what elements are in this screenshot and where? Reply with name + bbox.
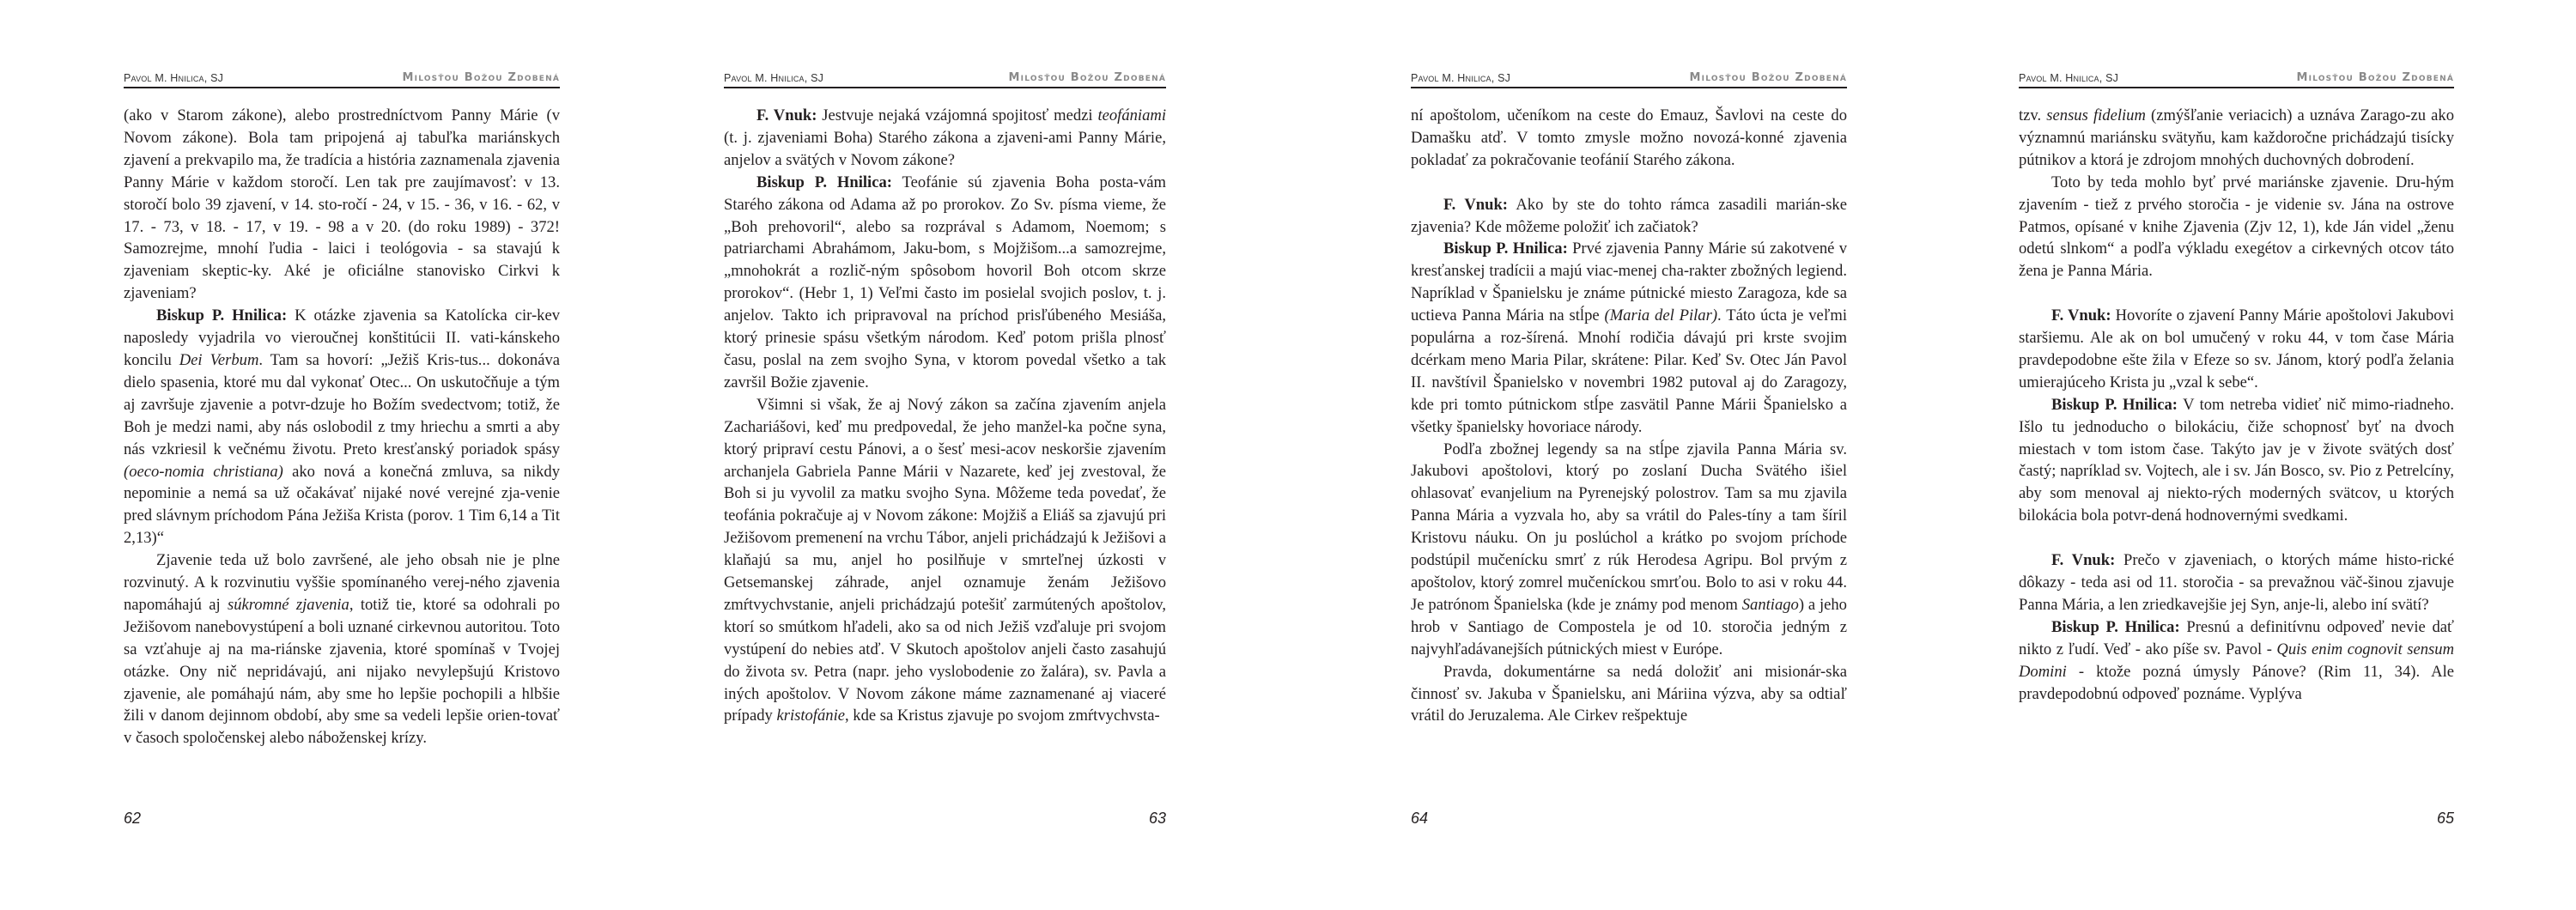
text-run: Jestvuje nejaká vzájomná spojitosť medzi bbox=[817, 106, 1098, 124]
running-head-author: Pavol M. Hnilica, SJ bbox=[724, 72, 824, 84]
speaker-label: F. Vnuk: bbox=[1443, 195, 1508, 214]
italic-text: Quis enim cognovit sensum Domini bbox=[2019, 640, 2454, 681]
text-run: Hovoríte o zjavení Panny Márie apoštolovi Jakubovi staršiemu. Ale ak on bol umučený v roku 44, v tom čase Mária pravdepodobne ešte žila v Efeze so sv. Jánom, ktorý podľa želania umierajúceho Krista ju „vzal k sebe“. bbox=[2019, 306, 2454, 391]
paragraph bbox=[1411, 238, 1847, 438]
text-run: ní apoštolom, učeníkom na ceste do Emauz, Šavlovi na ceste do Damašku atď. V tomto zmysle možno novozá-konné zjavenia pokladať za pokračovanie teofánií Starého zákona. bbox=[1411, 106, 1847, 169]
paragraph bbox=[2019, 616, 2454, 706]
text-run: , kde sa Kristus zjavuje po svojom zmŕtvychvsta- bbox=[845, 707, 1160, 725]
paragraph bbox=[1411, 194, 1847, 239]
paragraph bbox=[1411, 661, 1847, 728]
speaker-label: F. Vnuk: bbox=[2051, 551, 2116, 570]
paragraph bbox=[724, 105, 1166, 172]
italic-text: Dei Verbum bbox=[179, 350, 259, 369]
page-65 bbox=[2019, 0, 2454, 910]
speaker-label: Biskup P. Hnilica: bbox=[756, 173, 892, 191]
page-number: 64 bbox=[1411, 810, 1429, 827]
text-run: Ako by ste do tohto rámca zasadili marián-ske zjavenia? Kde môžeme položiť ich začiatok? bbox=[1411, 195, 1847, 236]
italic-text: teofániami bbox=[1097, 106, 1166, 124]
text-run: Prvé zjavenia Panny Márie sú zakotvené v kresťanskej tradícii a majú viac-menej cha-rakter zbožných legiend. Napríklad v Španielsku je známe pútnické miesto Zaragoza, kde sa uctieva Panna Mária na stĺpe bbox=[1411, 240, 1847, 325]
running-head bbox=[2019, 67, 2454, 88]
text-run: Všimni si však, že aj Nový zákon sa začína zjavením anjela Zachariášovi, keď mu predpovedal, že jeho manžel-ka počne syna, ktorý pripraví cestu Pánovi, a o šesť mesi-acov neskoršie zjavením archanjela Gabriela Panne Márii v Nazarete, keď jej zvestoval, že Boh si ju vyvolil za matku svojho Syna. Môžeme teda povedať, že teofánia pokračuje aj v Novom zákone: Mojžiš a Eliáš sa zjavujú pri Ježišovom premenení na vrchu Tábor, anjeli prichádzajú k Ježišovi a klaňajú sa mu, anjel ho posilňuje v smrteľnej úzkosti v Getsemanskej záhrade, anjel oznamuje ženám Ježišovo zmŕtvychvstanie, anjeli prichádzajú potešiť zarmútených apoštolov, ktorí so smútkom hľadeli, ako sa od nich Ježiš vzďaluje pri svojom vystúpení do nebies atď. V Skutoch apoštolov anjeli často zasahujú do života sv. Petra (napr. jeho vyslobodenie zo žalára), sv. Pavla a iných apoštolov. V Novom zákone máme zaznamenané aj viaceré prípady bbox=[724, 395, 1166, 725]
page-number: 62 bbox=[124, 810, 142, 827]
text-run: (zmýšľanie veriacich) a uznáva Zarago-zu ako významnú mariánsku svätyňu, kam každoročne prichádzajú tisícky pútnikov a ktorá je zdrojom mnohých duchovných dobrodení. bbox=[2019, 106, 2454, 169]
running-head-author: Pavol M. Hnilica, SJ bbox=[2019, 72, 2119, 84]
speaker-label: Biskup P. Hnilica: bbox=[1443, 240, 1568, 258]
speaker-label: F. Vnuk: bbox=[756, 106, 817, 124]
page-body-text bbox=[2019, 105, 2454, 705]
paragraph bbox=[124, 305, 560, 549]
page-body-text bbox=[1411, 105, 1847, 727]
text-run: K otázke zjavenia sa Katolícka cir-kev naposledy vyjadrila vo vieroučnej konštitúcii II. vati-kánskeho koncilu bbox=[124, 306, 561, 369]
running-head-author: Pavol M. Hnilica, SJ bbox=[1411, 72, 1511, 84]
text-run: . Tam sa hovorí: „Ježiš Kris-tus... dokonáva dielo spasenia, ktoré mu dal vykonať Otec... On uskutočňuje a tým aj završuje zjavenie a potvr-dzuje ho Božím svedectvom; totiž, že Boh je medzi nami, aby nás oslobodil z tmy hriechu a smrti a aby nás vzkriesil k večnému životu. Preto kresťanský poriadok spásy bbox=[124, 350, 561, 458]
text-run: Presnú a definitívnu odpoveď nevie dať nikto z ľudí. Veď - ako píše sv. Pavol - bbox=[2019, 617, 2455, 658]
text-run: , totiž tie, ktoré sa odohrali po Ježišovom nanebovystúpení a boli uznané cirkevnou autoritou. Toto sa vzťahuje aj na ma-riánske zjavenia, ktoré spomínaš v Tvojej otázke. Ony nič nepridávajú, ani nijako nevylepšujú Kristovo zjavenie, ale pomáhajú nám, aby sme ho lepšie pochopili a hlbšie žili v danom dejinnom období, aby sme sa vedeli lepšie orien-tovať v časoch spoločenskej alebo náboženskej krízy. bbox=[124, 595, 561, 748]
page-62 bbox=[124, 0, 560, 910]
text-run: . Táto úcta je veľmi populárna a roz-šírená. Mnohí rodičia dávajú pri krste svojim dcérkam meno Maria Pilar, skrátene: Pilar. Keď Sv. Otec Ján Pavol II. navštívil Španielsko v novembri 1982 putoval aj do Zaragozy, kde pri tomto pútnickom stĺpe zasvätil Panne Márii Španielsko a všetky španielsky hovoriace národy. bbox=[1411, 306, 1847, 436]
text-run: tzv. bbox=[2019, 106, 2047, 124]
paragraph bbox=[124, 105, 560, 305]
running-head-book-title: Milosťou Božou Zdobená bbox=[1689, 71, 1847, 84]
running-head bbox=[124, 67, 560, 88]
page-64 bbox=[1411, 0, 1847, 910]
text-run: Toto by teda mohlo byť prvé mariánske zjavenie. Dru-hým zjavením - tiež z prvého storočia - je videnie sv. Jána na ostrove Patmos, opísané v knihe Zjavenia (Zjv 12, 1), kde Ján videl „ženu odetú slnkom“ a podľa výkladu exegétov a cirkevných otcov táto žena je Panna Mária. bbox=[2019, 173, 2454, 281]
running-head-author: Pavol M. Hnilica, SJ bbox=[124, 72, 224, 84]
text-run: (t. j. zjaveniami Boha) Starého zákona a zjaveni-ami Panny Márie, anjelov a svätých v Novom zákone? bbox=[724, 128, 1166, 169]
paragraph bbox=[2019, 549, 2454, 616]
text-run: ) a jeho hrob v Santiago de Compostela je od 10. storočia jedným z najvyhľadávanejších pútnických miest v Európe. bbox=[1411, 595, 1847, 658]
speaker-label: Biskup P. Hnilica: bbox=[2051, 617, 2180, 636]
text-run: - ktože pozná úmysly Pánove? (Rim 11, 34). Ale pravdepodobnú odpoveď poznáme. Vyplýva bbox=[2019, 662, 2454, 703]
paragraph bbox=[2019, 172, 2454, 283]
paragraph bbox=[124, 549, 560, 749]
page-63 bbox=[724, 0, 1166, 910]
paragraph bbox=[724, 172, 1166, 394]
speaker-label: Biskup P. Hnilica: bbox=[156, 306, 288, 325]
page-number: 65 bbox=[2436, 810, 2454, 827]
text-run: (ako v Starom zákone), alebo prostredníctvom Panny Márie (v Novom zákone). Bola tam pripojená aj tabuľka mariánskych zjavení a prekvapilo ma, že tradícia a história zaznamenala zjavenia Panny Márie v každom storočí. Len tak pre zaujímavosť: v 13. storočí bolo 39 zjavení, v 14. sto-ročí - 24, v 15. - 36, v 16. - 62, v 17. - 73, v 18. - 17, v 19. - 98 a v 20. (do roku 1989) - 372! Samozrejme, mnohí ľudia - laici i teológovia - sa stavajú k zjaveniam skeptic-ky. Aké je oficiálne stanovisko Cirkvi k zjaveniam? bbox=[124, 106, 560, 303]
page-body-text bbox=[124, 105, 560, 749]
speaker-label: F. Vnuk: bbox=[2051, 306, 2111, 325]
text-run: Pravda, dokumentárne sa nedá doložiť ani misionár-ska činnosť sv. Jakuba v Španielsku, ani Máriina výzva, aby sa odtiaľ vrátil do Jeruzalema. Ale Cirkev rešpektuje bbox=[1411, 662, 1847, 725]
paragraph bbox=[724, 394, 1166, 728]
running-head-book-title: Milosťou Božou Zdobená bbox=[402, 71, 560, 84]
paragraph bbox=[1411, 105, 1847, 172]
paragraph bbox=[2019, 305, 2454, 394]
italic-text: (Maria del Pilar) bbox=[1604, 306, 1718, 325]
page-body-text bbox=[724, 105, 1166, 727]
running-head bbox=[724, 67, 1166, 88]
text-run: V tom netreba vidieť nič mimo-riadneho. Išlo tu jednoducho o bilokáciu, čiže schopnosť byť na dvoch miestach v tom istom čase. Takýto jav je v živote svätých dosť častý; napríklad sv. Vojtech, ale i sv. Ján Bosco, sv. Pio z Petrelcíny, aby som menoval aj niekto-rých moderných svätcov, u ktorých bilokácia bola potvr-dená hodnovernými svedkami. bbox=[2019, 395, 2454, 525]
speaker-label: Biskup P. Hnilica: bbox=[2051, 395, 2178, 414]
italic-text: kristofánie bbox=[776, 707, 845, 725]
paragraph bbox=[1411, 439, 1847, 661]
page-number: 63 bbox=[1148, 810, 1166, 827]
text-run: Prečo v zjaveniach, o ktorých máme histo-rické dôkazy - teda asi od 11. storočia - sa prevažnou väč-šinou zjavuje Panna Mária, a len zriedkavejšie jej Syn, anje-li, alebo iní svätí? bbox=[2019, 551, 2454, 614]
paragraph bbox=[2019, 105, 2454, 172]
running-head-book-title: Milosťou Božou Zdobená bbox=[2296, 71, 2454, 84]
text-run: Zjavenie teda už bolo završené, ale jeho obsah nie je plne rozvinutý. A k rozvinutiu vyššie spomínaného verej-ného zjavenia napomáhajú aj bbox=[124, 551, 560, 614]
text-run: ako nová a konečná zmluva, sa nikdy nepominie a nemá sa už očakávať nijaké nové verejné zja-venie pred slávnym príchodom Pána Ježiša Krista (porov. 1 Tim 6,14 a Tit 2,13)“ bbox=[124, 462, 560, 548]
italic-text: súkromné zjavenia bbox=[227, 595, 349, 614]
running-head-book-title: Milosťou Božou Zdobená bbox=[1008, 71, 1166, 84]
running-head bbox=[1411, 67, 1847, 88]
text-run: Teofánie sú zjavenia Boha posta-vám Starého zákona od Adama až po prorokov. Zo Sv. písma vieme, že „Boh prehovoril“, alebo sa rozprával s Adamom, Noemom; s patriarchami Abrahámom, Jaku-bom, s Mojžišom...a samozrejme, „mnohokrát a rozlič-ným spôsobom hovoril Boh otcom skrze prorokov“. (Hebr 1, 1) Veľmi často im posielal svojich poslov, t. j. anjelov. Takto ich pripravoval na príchod prisľúbeného Mesiáša, ktorý prinesie spásu všetkým národom. Keď potom prišla plnosť času, poslal na zem svojho Syna, v ktorom povedal všetko a tak završil Božie zjavenie. bbox=[724, 173, 1166, 391]
italic-text: sensus fidelium bbox=[2046, 106, 2146, 124]
text-run: Podľa zbožnej legendy sa na stĺpe zjavila Panna Mária sv. Jakubovi apoštolovi, ktorý po zoslaní Ducha Svätého išiel ohlasovať evanjelium na Pyrenejský polostrov. Tam sa mu zjavila Panna Mária a vyzvala ho, aby sa vrátil do Pales-tíny a tam šíril Kristovu náuku. On ju poslúchol a krátko po svojom príchode podstúpil mučenícku smrť z rúk Herodesa Agripu. Bol prvým z apoštolov, ktorý zomrel mučeníckou smrťou. Bolo to asi v roku 44. Je patrónom Španielska (kde je známy pod menom bbox=[1411, 440, 1847, 614]
italic-text: Santiago bbox=[1741, 595, 1799, 614]
italic-text: (oeco-nomia christiana) bbox=[124, 462, 283, 481]
paragraph bbox=[2019, 394, 2454, 527]
